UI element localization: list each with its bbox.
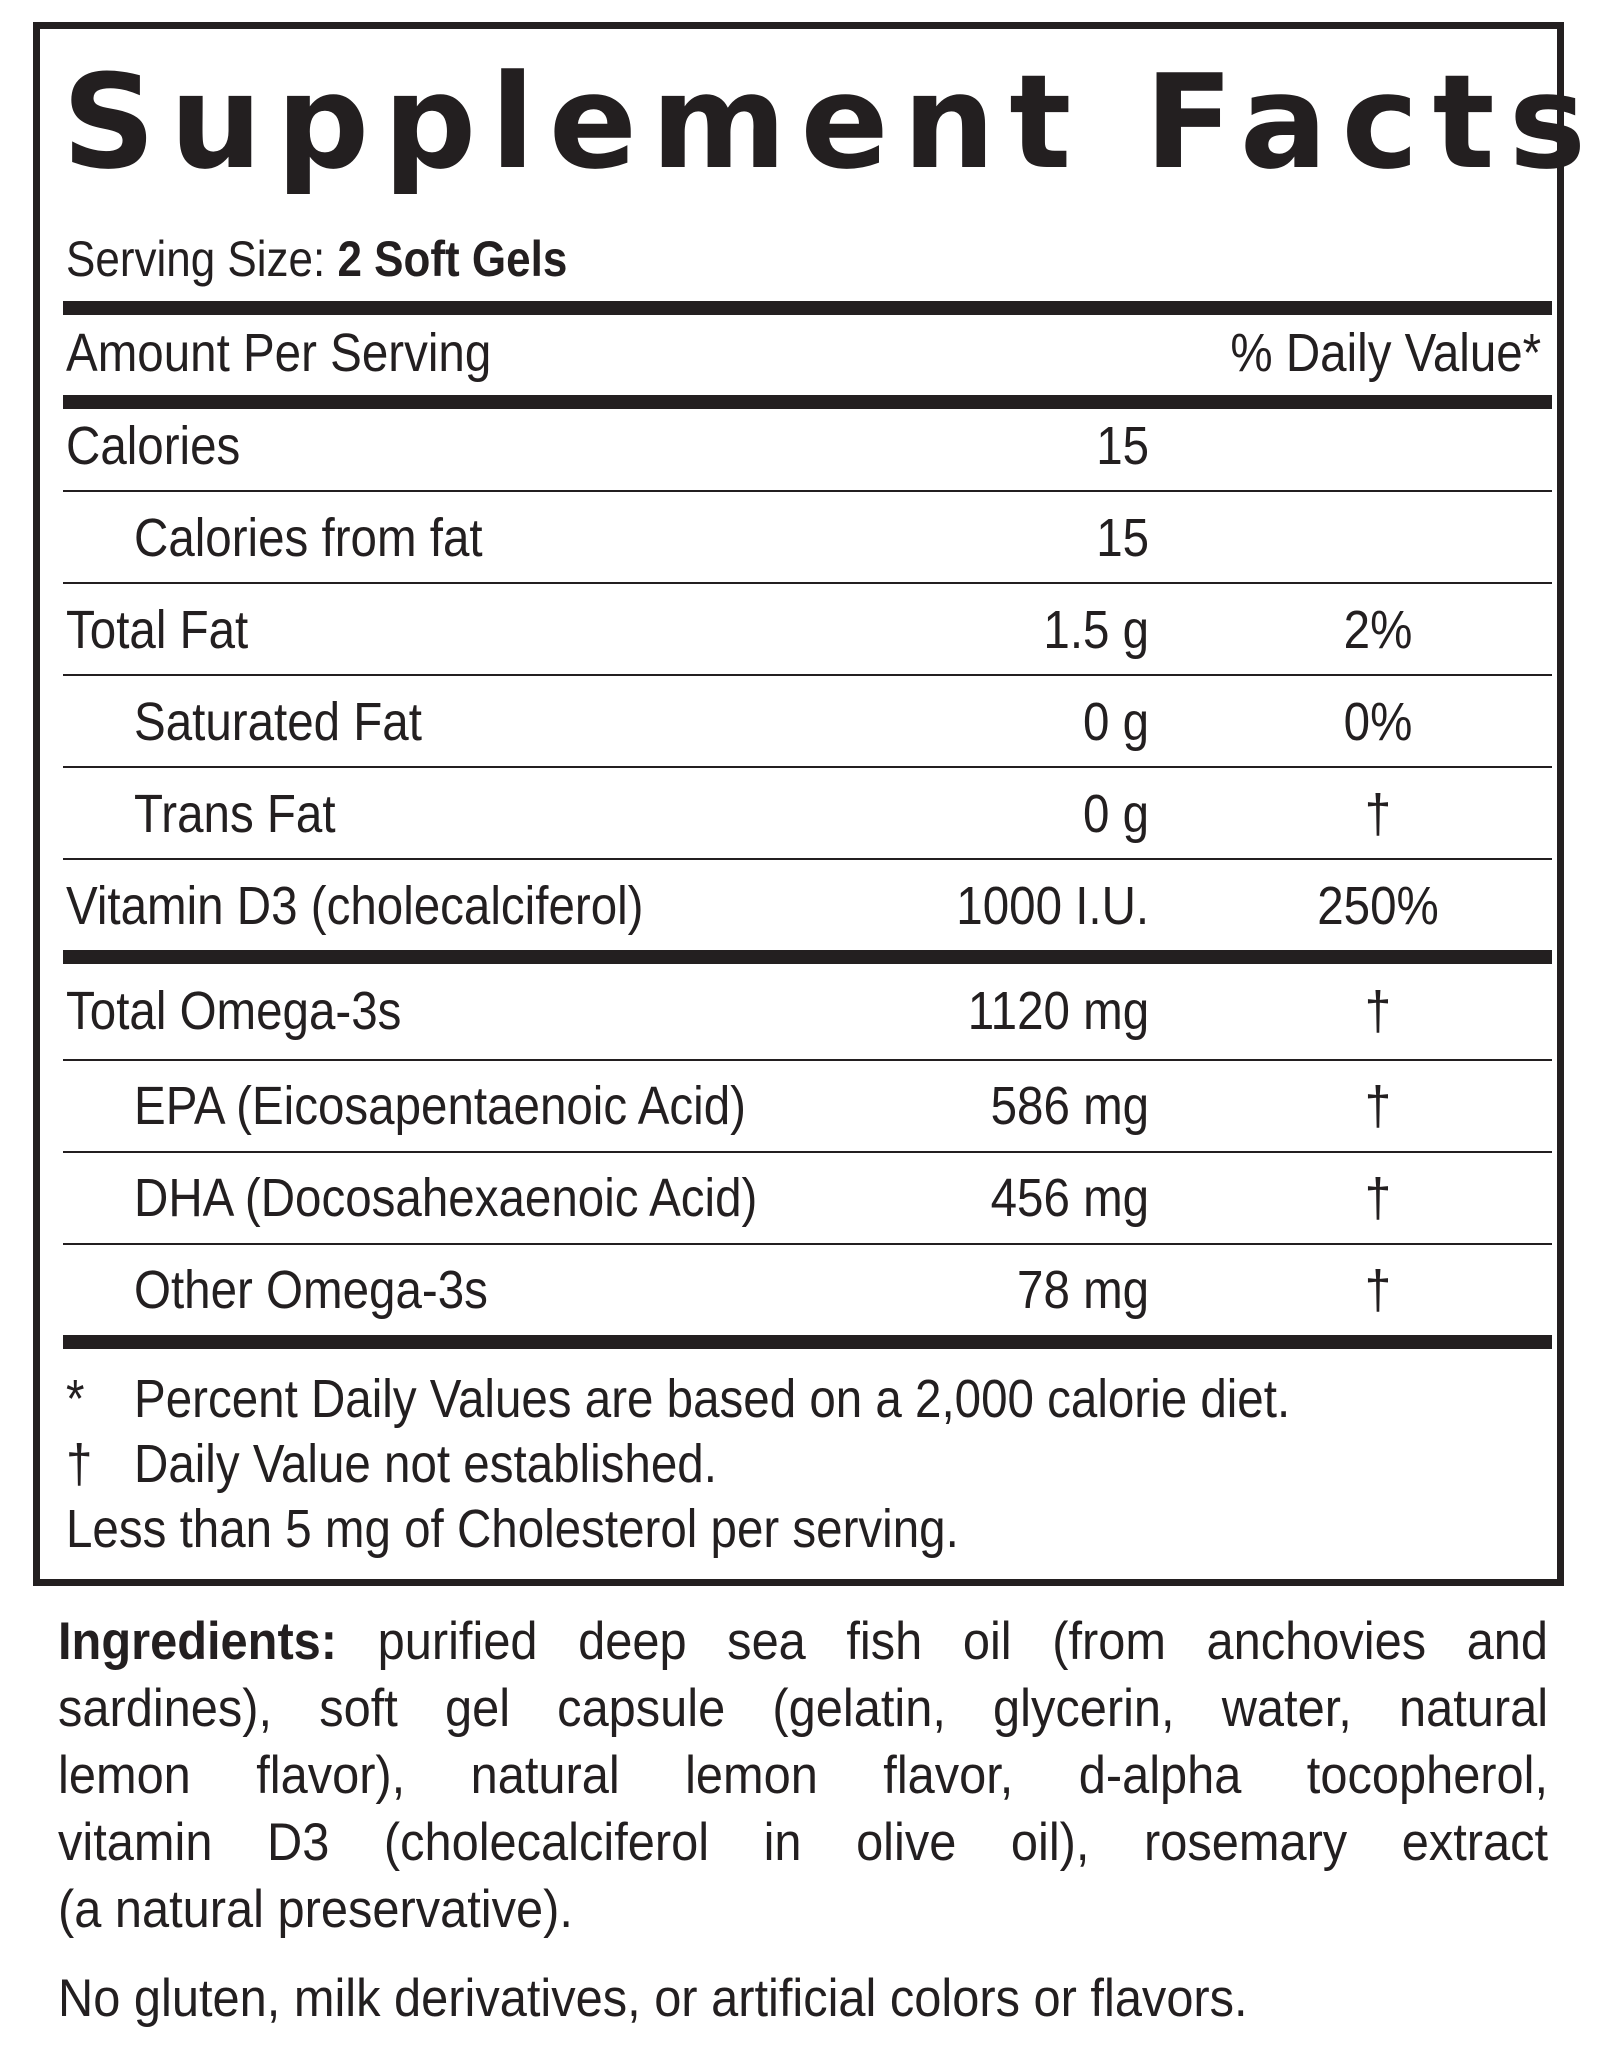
rule-thin <box>63 858 1552 860</box>
ingredients-label: Ingredients: <box>58 1612 338 1671</box>
row-trans-fat-name: Trans Fat <box>134 784 336 844</box>
row-calories-name: Calories <box>66 416 241 476</box>
ingredients-statement <box>58 1608 1548 1943</box>
rule-thin <box>63 1151 1552 1153</box>
header-amount-per-serving: Amount Per Serving <box>66 323 492 383</box>
row-epa-name: EPA (Eicosapentaenoic Acid) <box>134 1076 746 1136</box>
ingredients-line: (a natural preservative). <box>58 1880 573 1939</box>
row-total-fat-name: Total Fat <box>66 600 249 660</box>
rule-thick <box>63 395 1552 409</box>
footnote-daily-values: Percent Daily Values are based on a 2,000 calorie diet. <box>134 1369 1291 1429</box>
allergen-statement: No gluten, milk derivatives, or artificial colors or flavors. <box>58 1969 1248 2028</box>
row-saturated-fat-amount: 0 g <box>1082 692 1149 752</box>
ingredients-line: vitamin D3 (cholecalciferol in olive oil), rosemary extract <box>58 1813 1549 1872</box>
row-total-fat-amount: 1.5 g <box>1043 600 1149 660</box>
ingredients-text: purified deep sea fish oil (from anchovies and <box>337 1612 1549 1671</box>
row-dha-amount: 456 mg <box>990 1168 1149 1228</box>
row-total-omega-3s-dv: † <box>1364 981 1392 1041</box>
row-total-omega-3s-amount: 1120 mg <box>967 981 1149 1041</box>
row-vitamin-d3-name: Vitamin D3 (cholecalciferol) <box>66 876 644 936</box>
row-other-omega-3s-name: Other Omega-3s <box>134 1260 488 1320</box>
row-calories-from-fat-amount: 15 <box>1096 508 1149 568</box>
rule-thick <box>63 950 1552 964</box>
row-epa-dv: † <box>1364 1076 1392 1136</box>
row-trans-fat-amount: 0 g <box>1082 784 1149 844</box>
rule-thick <box>63 301 1552 315</box>
row-saturated-fat-name: Saturated Fat <box>134 692 422 752</box>
rule-thin <box>63 1059 1552 1061</box>
footnote-not-established: Daily Value not established. <box>134 1434 717 1494</box>
row-trans-fat-dv: † <box>1364 784 1392 844</box>
row-saturated-fat-dv: 0% <box>1343 692 1413 752</box>
panel-title: Supplement Facts <box>62 46 1600 198</box>
ingredients-line: lemon flavor), natural lemon flavor, d-alpha tocopherol, <box>58 1746 1549 1805</box>
supplement-facts-panel <box>33 22 1600 1586</box>
rule-thin <box>63 1243 1552 1245</box>
row-calories-amount: 15 <box>1096 416 1149 476</box>
serving-size-value: 2 Soft Gels <box>337 231 568 287</box>
ingredients-line <box>58 1608 1548 1675</box>
row-vitamin-d3-amount: 1000 I.U. <box>956 876 1149 936</box>
serving-size-label: Serving Size: <box>66 231 326 287</box>
rule-thin <box>63 674 1552 676</box>
header-daily-value: % Daily Value* <box>1230 323 1541 383</box>
serving-size <box>66 229 567 289</box>
row-other-omega-3s-amount: 78 mg <box>1016 1260 1149 1320</box>
footnote-cholesterol: Less than 5 mg of Cholesterol per serving. <box>66 1499 959 1559</box>
rule-thin <box>63 582 1552 584</box>
row-vitamin-d3-dv: 250% <box>1317 876 1439 936</box>
rule-thin <box>63 490 1552 492</box>
row-total-fat-dv: 2% <box>1343 600 1413 660</box>
row-calories-from-fat-name: Calories from fat <box>134 508 483 568</box>
row-total-omega-3s-name: Total Omega-3s <box>66 981 402 1041</box>
row-epa-amount: 586 mg <box>990 1076 1149 1136</box>
row-dha-dv: † <box>1364 1168 1392 1228</box>
rule-thin <box>63 766 1552 768</box>
footnote-asterisk-symbol: * <box>66 1369 85 1429</box>
ingredients-line: sardines), soft gel capsule (gelatin, glycerin, water, natural <box>58 1679 1549 1738</box>
row-dha-name: DHA (Docosahexaenoic Acid) <box>134 1168 758 1228</box>
rule-thick <box>63 1335 1552 1349</box>
row-other-omega-3s-dv: † <box>1364 1260 1392 1320</box>
footnote-dagger-symbol: † <box>66 1434 93 1494</box>
